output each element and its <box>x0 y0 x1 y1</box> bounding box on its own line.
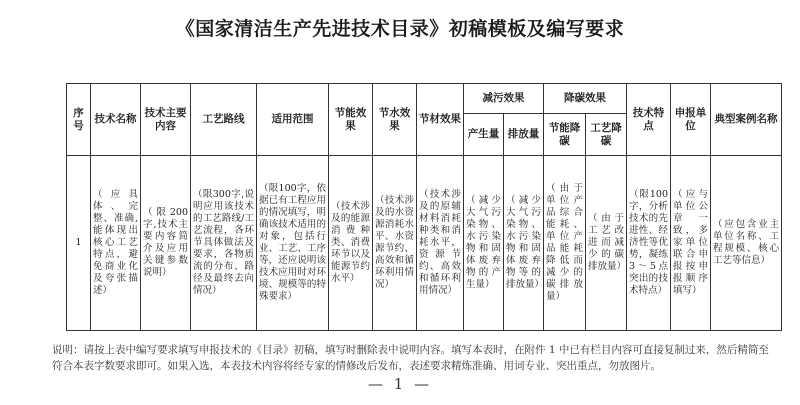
cell-features: （限100字，分析技术的先进性、经济性等优势，凝练3～5点突出的技术特点） <box>627 156 671 331</box>
header-unit: 申报单位 <box>671 84 711 156</box>
instruction-note: 说明：请按上表中编写要求填写申报技术的《目录》初稿，填写时删除表中说明内容。填写本表时，在附件 1 中已有栏目内容可直接复制过来，然后精简至符合本表字数要求即可。如果入选，本表技术内容将经专家的情修改后发布，表述要求精炼准确、用词专业、突出重点，勿放图片。 <box>52 344 769 372</box>
cell-material: （技术涉及的原辅材料消耗种类和消耗水平，资源节约、高效和循环利用情况） <box>417 156 464 331</box>
cell-content: （限200字,技术主要内容简介及应用关键参数说明） <box>141 156 191 331</box>
cell-pollution-emission: （减少大气污染物、水污染物和固体废弃物等的排放量） <box>504 156 544 331</box>
cell-unit: （应与单位公章一致，多家单位联合申报按申报顺序填写） <box>671 156 711 331</box>
cell-carbon-energy: （由于单位产品综合能耗、单位产品能耗降低而减少的碳排放量） <box>544 156 586 331</box>
cell-pollution-output: （减少大气污染物、水污染物和固体废弃物的产生量） <box>464 156 504 331</box>
cell-cases: （应包含业主单位名称、工程规模、核心工艺等信息） <box>711 156 782 331</box>
page-title: 《国家清洁生产先进技术目录》初稿模板及编写要求 <box>175 18 625 40</box>
cell-carbon-process: （由于工艺改进而减少的碳排放量） <box>586 156 627 331</box>
table-row <box>67 156 782 331</box>
header-content: 技术主要内容 <box>141 84 191 156</box>
header-material: 节材效果 <box>417 84 464 156</box>
header-name: 技术名称 <box>91 84 141 156</box>
header-carbon: 降碳效果 <box>544 84 627 114</box>
header-water: 节水效果 <box>373 84 417 156</box>
cell-route: （限300字,说明应用该技术的工艺路线/工艺流程，各环节具体做法及要求，各物质流的分布、路径及最终去向情况） <box>191 156 257 331</box>
header-features: 技术特点 <box>627 84 671 156</box>
cell-seq: 1 <box>67 156 91 331</box>
page-number: — 1 — <box>367 375 433 393</box>
header-pollution-emission: 排放量 <box>504 114 544 156</box>
cell-water: （技术涉及的水资源消耗水平、水资源节约、高效和循环利用情况） <box>373 156 417 331</box>
template-table <box>66 83 782 331</box>
header-pollution-output: 产生量 <box>464 114 504 156</box>
header-carbon-process: 工艺降碳 <box>586 114 627 156</box>
cell-energy: （技术涉及的能源消费种类、消费环节以及能源节约水平） <box>329 156 373 331</box>
header-seq: 序号 <box>67 84 91 156</box>
header-cases: 典型案例名称 <box>711 84 782 156</box>
header-carbon-energy: 节能降碳 <box>544 114 586 156</box>
header-route: 工艺路线 <box>191 84 257 156</box>
header-pollution: 减污效果 <box>464 84 544 114</box>
header-energy: 节能效果 <box>329 84 373 156</box>
cell-scope: （限100字，依据已有工程应用的情况填写，明确该技术适用的对象，包括行业、工艺、工序等，还应说明该技术应用时对环境、规模等的特殊要求） <box>257 156 329 331</box>
cell-name: （应具体、完整、准确,能体现出核心工艺特点，避免商业化及夸张描述） <box>91 156 141 331</box>
header-scope: 适用范围 <box>257 84 329 156</box>
